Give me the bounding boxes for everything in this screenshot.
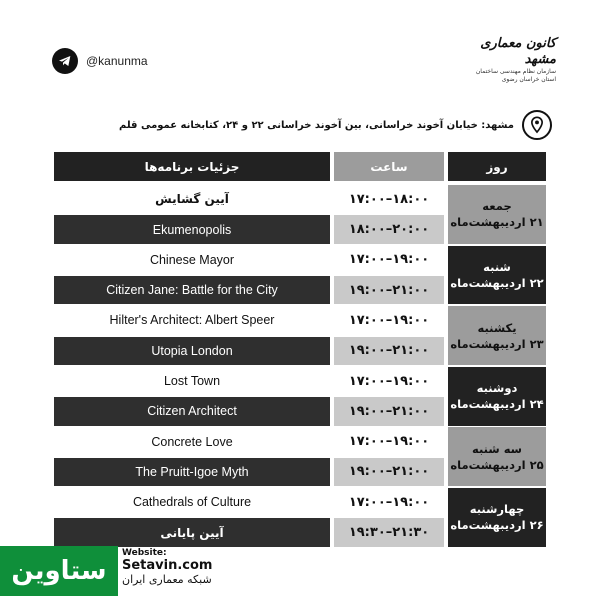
day-date: ۲۵ اردیبهشت‌ماه (450, 457, 544, 472)
header-program: جزئیات برنامه‌ها (54, 152, 330, 181)
day-cell (448, 185, 546, 244)
program-time: ۲۰:۰۰–۱۸:۰۰ (334, 215, 444, 244)
program-time: ۱۹:۰۰–۱۷:۰۰ (334, 246, 444, 275)
logo-subtitle: سازمان نظام مهندسی ساختمان استان خراسان رضوی (475, 68, 556, 83)
location-pin-icon (522, 110, 552, 140)
header-day: روز (448, 152, 546, 181)
day-cell (448, 306, 546, 365)
day-date: ۲۶ اردیبهشت‌ماه (450, 518, 544, 533)
program-title: The Pruitt-Igoe Myth (54, 458, 330, 487)
program-title: Citizen Jane: Battle for the City (54, 276, 330, 305)
program-time: ۲۱:۰۰–۱۹:۰۰ (334, 337, 444, 366)
brand-name: ستاوین (11, 556, 107, 586)
program-time: ۱۹:۰۰–۱۷:۰۰ (334, 488, 444, 517)
day-cell (448, 488, 546, 547)
day-cell (448, 427, 546, 486)
website-url[interactable]: Setavin.com (122, 558, 213, 573)
program-title: آیین پایانی (54, 518, 330, 547)
program-title: Citizen Architect (54, 397, 330, 426)
program-title: Chinese Mayor (54, 246, 330, 275)
program-time: ۲۱:۰۰–۱۹:۰۰ (334, 276, 444, 305)
website-label: Website: (122, 548, 167, 558)
telegram-icon (52, 48, 78, 74)
address-text: مشهد: خیابان آخوند خراسانی، بین آخوند خراسانی ۲۲ و ۲۴، کتابخانه عمومی قلم (119, 119, 514, 131)
program-title: Hilter's Architect: Albert Speer (54, 306, 330, 335)
program-time: ۲۱:۰۰–۱۹:۰۰ (334, 458, 444, 487)
setavin-logo (0, 546, 118, 596)
day-cell (448, 246, 546, 305)
program-title: Utopia London (54, 337, 330, 366)
program-title: Cathedrals of Culture (54, 488, 330, 517)
telegram-link[interactable] (52, 48, 148, 74)
program-title: Ekumenopolis (54, 215, 330, 244)
program-time: ۱۹:۰۰–۱۷:۰۰ (334, 367, 444, 396)
telegram-handle: @kanunma (86, 54, 148, 68)
program-time: ۱۸:۰۰–۱۷:۰۰ (334, 185, 444, 214)
program-time: ۱۹:۰۰–۱۷:۰۰ (334, 306, 444, 335)
address-row (40, 110, 552, 140)
program-time: ۱۹:۰۰–۱۷:۰۰ (334, 427, 444, 456)
day-name: سه شنبه (472, 441, 522, 456)
day-name: دوشنبه (476, 381, 518, 396)
day-name: یکشنبه (477, 320, 517, 335)
day-date: ۲۲ اردیبهشت‌ماه (450, 275, 544, 290)
program-title: آیین گشایش (54, 185, 330, 214)
day-cell (448, 367, 546, 426)
schedule-table (54, 152, 546, 542)
program-time: ۲۱:۳۰–۱۹:۳۰ (334, 518, 444, 547)
program-title: Lost Town (54, 367, 330, 396)
day-date: ۲۱ اردیبهشت‌ماه (450, 215, 544, 230)
header-time: ساعت (334, 152, 444, 181)
day-date: ۲۳ اردیبهشت‌ماه (450, 336, 544, 351)
day-name: جمعه (482, 199, 512, 214)
day-name: چهارشنبه (469, 502, 525, 517)
day-name: شنبه (483, 259, 511, 274)
website-tagline: شبکه معماری ایران (122, 573, 212, 586)
website-info (122, 548, 272, 586)
program-time: ۲۱:۰۰–۱۹:۰۰ (334, 397, 444, 426)
logo-title: کانون معماری مشهد (480, 36, 556, 67)
organization-logo (472, 36, 556, 90)
day-date: ۲۴ اردیبهشت‌ماه (450, 397, 544, 412)
program-title: Concrete Love (54, 427, 330, 456)
